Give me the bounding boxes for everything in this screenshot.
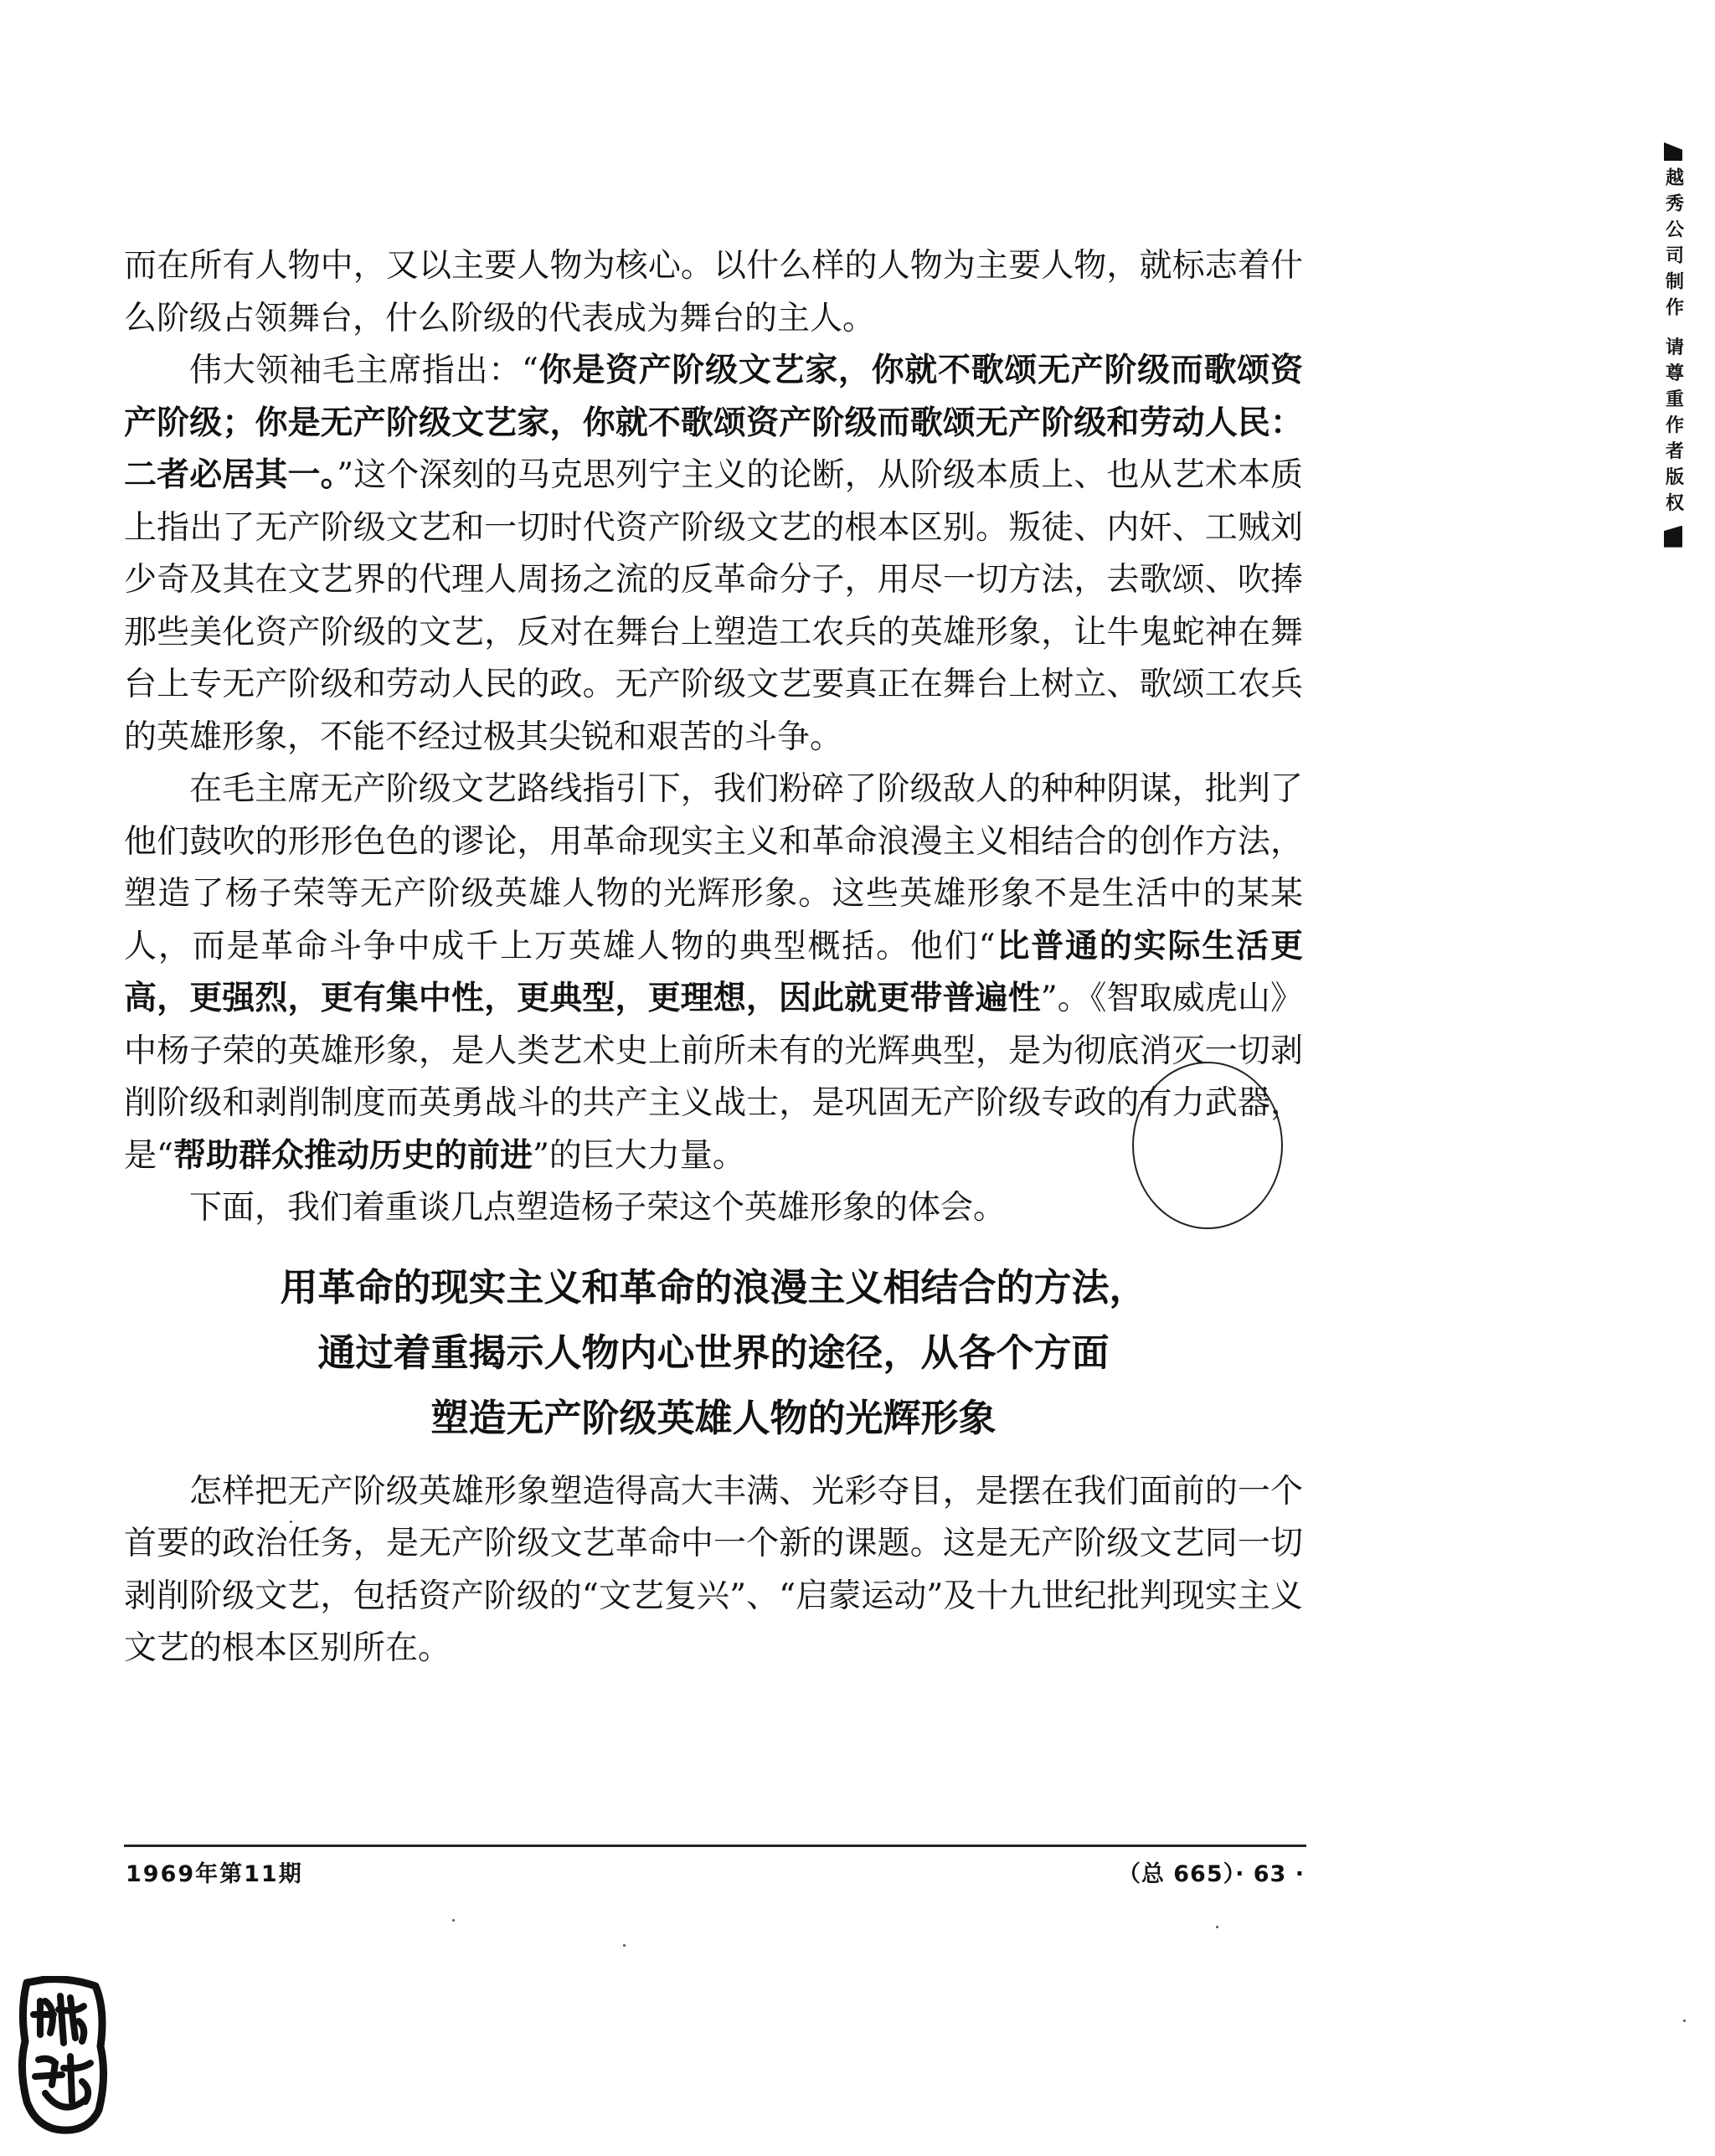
chairman-quote-bold: 你是资产阶级文艺家，你就不歌颂无产阶级而歌颂资产阶级；你是无产阶级文艺家，你就不歌颂资产阶级而歌颂无产阶级和劳动人民：二者必居其一。: [124, 352, 1303, 494]
quote-history-bold: 帮助群众推动历史的前进: [173, 1136, 533, 1175]
scan-speck: [1216, 1926, 1218, 1928]
side-copyright-note: [1658, 142, 1688, 548]
paragraph-5-text: 怎样把无产阶级英雄形象塑造得高大丰满、光彩夺目，是摆在我们面前的一个首要的政治任务，是无产阶级文艺革命中一个新的课题。这是无产阶级文艺同一切剥削阶级文艺，包括资产阶级的“文艺复兴”、“启蒙运动”及十九世纪批判现实主义文艺的根本区别所在。: [124, 1472, 1303, 1667]
side-note-text: 越秀公司制作 请尊重作者版权: [1662, 167, 1684, 519]
paragraph-3-run-5: ”的巨大力量。: [532, 1136, 745, 1175]
paragraph-2-run-3: ”这个深刻的马克思列宁主义的论断，从阶级本质上、也从艺术本质上指出了无产阶级文艺和一切时代资产阶级文艺的根本区别。叛徒、内奸、工贼刘少奇及其在文艺界的代理人周扬之流的反革命分子，用尽一切方法，去歌颂、吹捧那些美化资产阶级的文艺，反对在舞台上塑造工农兵的英雄形象，让牛鬼蛇神在舞台上专无产阶级和劳动人民的政。无产阶级文艺要真正在舞台上树立、歌颂工农兵的英雄形象，不能不经过极其尖锐和艰苦的斗争。: [124, 456, 1303, 756]
paragraph-3-run-3: ”。《智取威虎山》中杨子荣的英雄形象，是人类艺术史上前所未有的光辉典型，是为彻底消灭一切剥削阶级和剥削制度而英勇战斗的共产主义战士，是巩固无产阶级专政的有力武器，是“: [124, 980, 1303, 1175]
scan-speck: [623, 1944, 626, 1947]
footer-page-number: （总 665）· 63 ·: [1117, 1861, 1305, 1887]
section-heading: [124, 1255, 1303, 1451]
footer-issue: 1969年第11期: [126, 1861, 303, 1887]
seal-stamp-icon: [12, 1976, 112, 2135]
section-heading-line-3: 塑造无产阶级英雄人物的光辉形象: [430, 1395, 997, 1440]
paragraph-5: [124, 1466, 1303, 1675]
paragraph-1-text: 而在所有人物中，又以主要人物为核心。以什么样的人物为主要人物，就标志着什么阶级占领舞台，什么阶级的代表成为舞台的主人。: [124, 247, 1303, 337]
paragraph-4: [124, 1182, 1303, 1235]
scan-speck: [1683, 2020, 1686, 2022]
paragraph-1: [124, 240, 1303, 345]
scan-speck: [290, 1521, 292, 1523]
paragraph-2: [124, 345, 1303, 764]
section-heading-line-1: 用革命的现实主义和革命的浪漫主义相结合的方法，: [280, 1264, 1147, 1310]
paragraph-3: [124, 764, 1303, 1182]
footer-rule: [124, 1845, 1306, 1847]
paragraph-4-text: 下面，我们着重谈几点塑造杨子荣这个英雄形象的体会。: [189, 1189, 1007, 1227]
side-note-top-bar: [1664, 142, 1682, 161]
paragraph-2-run-1: 伟大领袖毛主席指出：“: [189, 352, 538, 389]
side-note-bottom-bar: [1664, 526, 1682, 548]
scan-speck: [452, 1919, 455, 1922]
paragraph-3-run-1: 在毛主席无产阶级文艺路线指引下，我们粉碎了阶级敌人的种种阴谋，批判了他们鼓吹的形形色色的谬论，用革命现实主义和革命浪漫主义相结合的创作方法，塑造了杨子荣等无产阶级英雄人物的光辉形象。这些英雄形象不是生活中的某某人，而是革命斗争中成千上万英雄人物的典型概括。他们“: [124, 770, 1303, 965]
quote-typical-bold: 比普通的实际生活更高，更强烈，更有集中性，更典型，更理想，因此就更带普遍性: [124, 927, 1303, 1017]
article-body: [124, 240, 1303, 1675]
section-heading-line-2: 通过着重揭示人物内心世界的途径，从各个方面: [317, 1330, 1110, 1375]
